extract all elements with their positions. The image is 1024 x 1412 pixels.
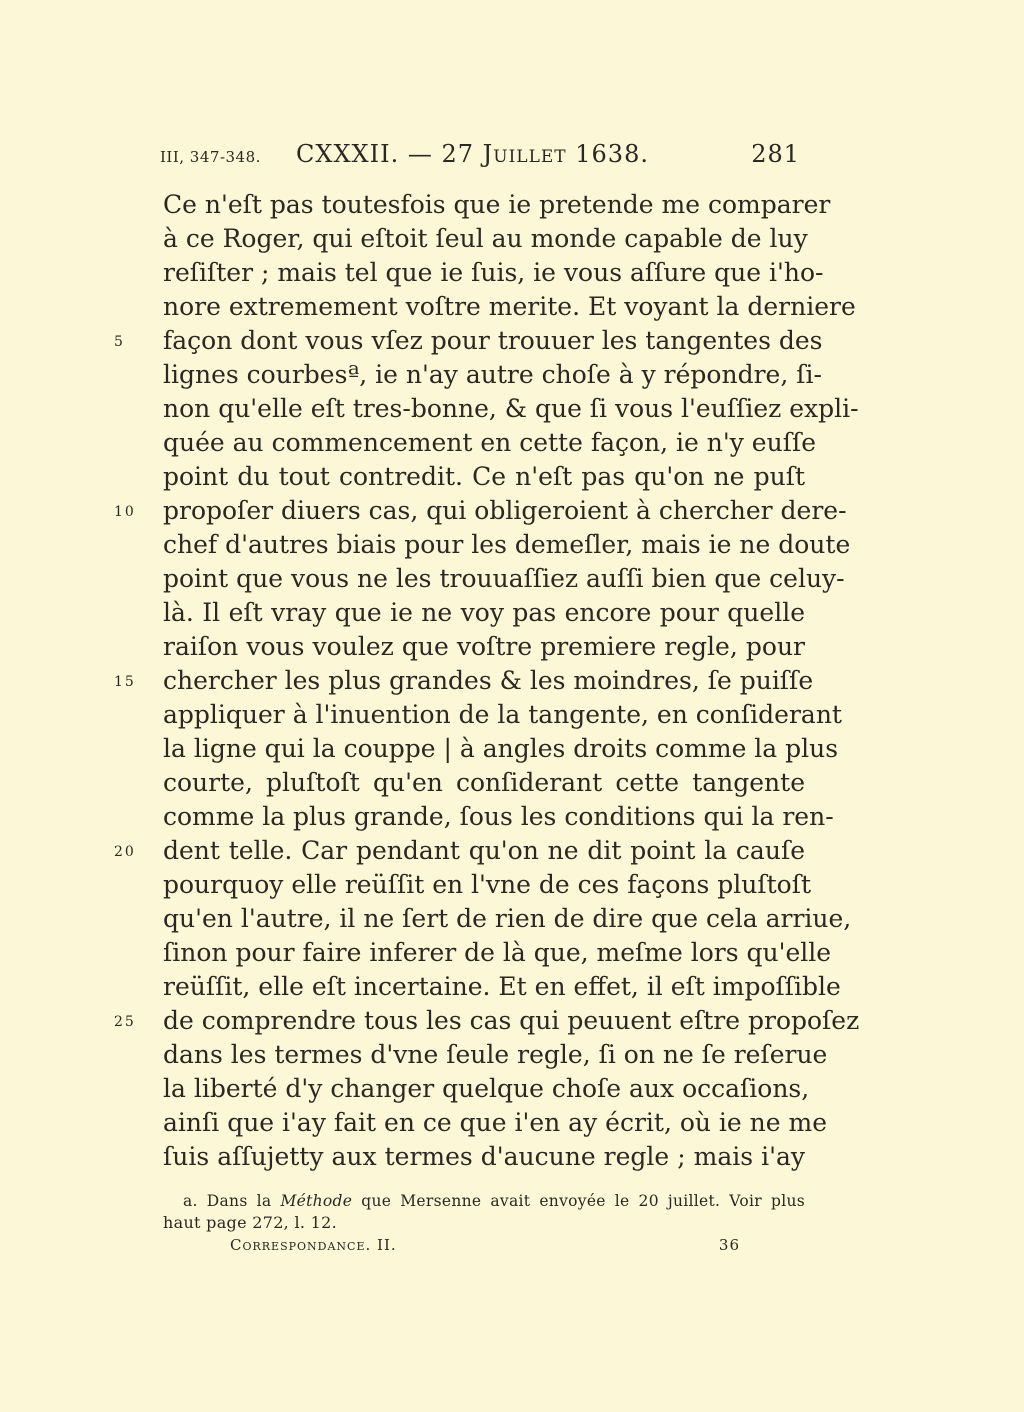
text-line (163, 256, 824, 290)
line-text: à ce Roger, qui eſtoit ſeul au monde capable de luy (163, 224, 808, 253)
text-line (163, 392, 859, 426)
footnote (163, 1190, 805, 1234)
text-line (163, 902, 852, 936)
page-number: 281 (751, 140, 800, 168)
text-line (163, 936, 832, 970)
signature-text: Correspondance. II. (230, 1236, 397, 1254)
text-line (163, 358, 822, 392)
line-number: 5 (114, 334, 125, 350)
line-text: qu'en l'autre, il ne ſert de rien de dire que cela arriue, (163, 904, 852, 933)
line-text: dent telle. Car pendant qu'on ne dit point la cauſe (163, 836, 805, 865)
letter-title-year: 1638. (566, 140, 649, 168)
footnote-line: haut page 272, l. 12. (163, 1213, 337, 1232)
line-text: comme la plus grande, ſous les conditions qui la ren- (163, 802, 834, 831)
line-text: chef d'autres biais pour les demeſler, mais ie ne doute (163, 530, 851, 559)
volume-reference: III, 347-348. (160, 148, 261, 166)
text-line (163, 1140, 805, 1174)
text-line (114, 834, 805, 868)
line-text: la liberté d'y changer quelque choſe aux occaſions, (163, 1074, 810, 1103)
text-line (163, 698, 842, 732)
line-text: quée au commencement en cette façon, ie n'y euſſe (163, 428, 817, 457)
line-text: nore extremement voſtre merite. Et voyant la derniere (163, 292, 856, 321)
line-number: 10 (114, 504, 136, 520)
text-line (114, 1004, 860, 1038)
text-line (163, 970, 841, 1004)
text-line (163, 630, 805, 664)
text-line (163, 188, 831, 222)
line-text: non qu'elle eſt tres-bonne, & que ſi vous l'euſſiez expli- (163, 394, 859, 423)
text-line (163, 868, 812, 902)
line-text: raiſon vous voulez que voſtre premiere regle, pour (163, 632, 805, 661)
printer-signature (230, 1236, 740, 1254)
line-text: point du tout contredit. Ce n'eſt pas qu'on ne puſt (163, 462, 805, 491)
line-number: 15 (114, 674, 136, 690)
line-text: propoſer diuers cas, qui obligeroient à chercher dere- (163, 496, 847, 525)
line-number: 25 (114, 1014, 136, 1030)
line-text: Ce n'eſt pas toutesfois que ie pretende me comparer (163, 190, 831, 219)
text-line (163, 732, 839, 766)
body-text (114, 188, 860, 1174)
text-line (163, 800, 834, 834)
line-text: dans les termes d'vne ſeule regle, ſi on ne ſe reſerue (163, 1040, 828, 1069)
line-text: façon dont vous vſez pour trouuer les tangentes des (163, 326, 823, 355)
letter-title-month: Juillet (482, 140, 567, 168)
line-text: ſuis aſſujetty aux termes d'aucune regle ; mais i'ay (163, 1142, 805, 1171)
text-line (114, 664, 814, 698)
line-text: de comprendre tous les cas qui peuuent eſtre propoſez (163, 1006, 860, 1035)
line-text: ſinon pour faire inferer de là que, meſme lors qu'elle (163, 938, 832, 967)
line-text: appliquer à l'inuention de la tangente, en conſiderant (163, 700, 842, 729)
line-text: point que vous ne les trouuaſſiez auſſi bien que celuy- (163, 564, 845, 593)
footnote-italic: Méthode (280, 1192, 353, 1210)
text-line (114, 494, 847, 528)
text-line (163, 1072, 810, 1106)
text-line (163, 1038, 828, 1072)
line-text: courte, pluſtoſt qu'en conſiderant cette tangente (163, 768, 805, 797)
text-line (163, 766, 805, 800)
letter-title (296, 140, 649, 168)
text-line (163, 460, 805, 494)
signature-number: 36 (718, 1236, 740, 1254)
text-line (163, 1106, 828, 1140)
line-text: chercher les plus grandes & les moindres, ſe puiſſe (163, 666, 814, 695)
text-line (163, 596, 805, 630)
text-line (114, 324, 823, 358)
text-line (163, 290, 856, 324)
running-head (160, 140, 800, 176)
line-text: pourquoy elle reüſſit en l'vne de ces façons pluſtoſt (163, 870, 812, 899)
line-text: reüſſit, elle eſt incertaine. Et en effet, il eſt impoſſible (163, 972, 841, 1001)
text-line (163, 222, 808, 256)
line-number: 20 (114, 844, 136, 860)
text-line (163, 528, 851, 562)
text-line (163, 562, 845, 596)
footnote-line: a. Dans la Méthode que Mersenne avait envoyée le 20 juillet. Voir plus (183, 1192, 805, 1210)
line-text: là. Il eſt vray que ie ne voy pas encore pour quelle (163, 598, 805, 627)
text-line (163, 426, 817, 460)
letter-title-prefix: CXXXII. — 27 (296, 140, 483, 168)
line-text: lignes courbesª, ie n'ay autre choſe à y répondre, ſi- (163, 360, 822, 389)
line-text: ainſi que i'ay fait en ce que i'en ay écrit, où ie ne me (163, 1108, 828, 1137)
line-text: reſiſter ; mais tel que ie ſuis, ie vous aſſure que i'ho- (163, 258, 824, 287)
line-text: la ligne qui la couppe | à angles droits comme la plus (163, 734, 839, 763)
